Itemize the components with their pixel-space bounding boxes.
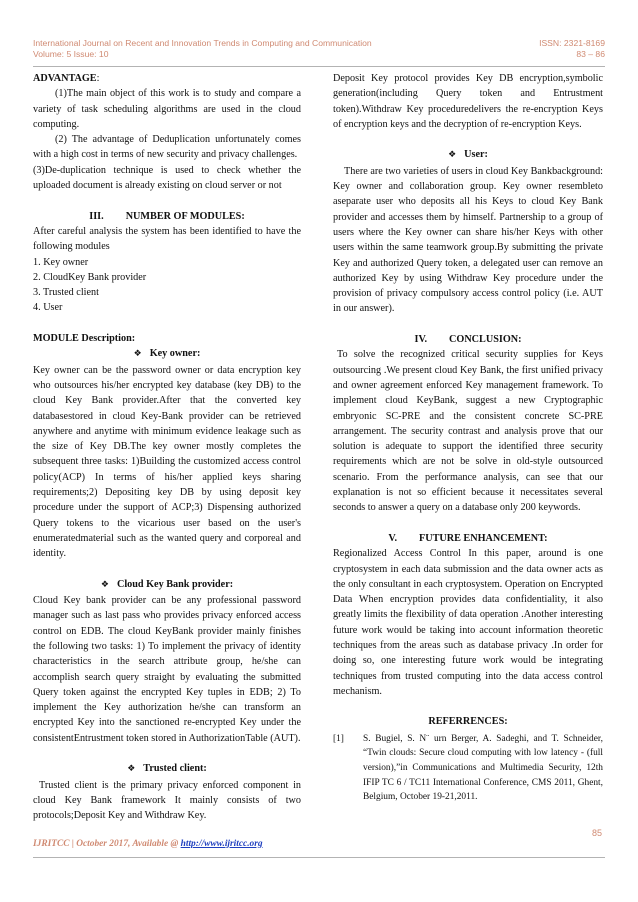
- section-3-heading: [33, 209, 301, 224]
- trusted-client-title: Trusted client:: [143, 763, 207, 775]
- reference-text: S. Bugiel, S. N¨ urn Berger, A. Sadeghi, and T. Schneider, “Twin clouds: Secure cloud computing with low latency - (full version),”in Communications and Multimedia Security, 12th IFIP TC 6 / TC11 International Conference, CMS 2011, Ghent, Belgium, October 19-21,2011.: [363, 733, 603, 803]
- journal-title: International Journal on Recent and Innovation Trends in Computing and Communication: [33, 38, 372, 48]
- trusted-client-heading: [33, 761, 301, 777]
- advantage-heading: [33, 71, 301, 86]
- future-text: Regionalized Access Control In this paper, around is one cryptosystem in each data submission and the data owner acts as the only consultant in each cryptosystem. Operation on Encrypted Data When encryption provides data confidentiality, it also greatly limits the flexibility of data operation .Another interesting future work would be taking into account information theoretic techniques from the areas such as database privacy .In order for doing so, one interesting future work would be integrating techniques from trusted computing into the data access control mechanism.: [333, 548, 603, 697]
- section-3-title: NUMBER OF MODULES:: [125, 210, 245, 222]
- section-4-number: IV.: [414, 334, 428, 346]
- footer-divider: [33, 857, 605, 858]
- advantage-label: ADVANTAGE: [33, 73, 97, 84]
- deposit-key-text: Deposit Key protocol provides Key DB encryption,symbolic generation(including Query token and Entrustment token).Withdraw Key proceduredelivers the re-encryption Keys of encryption keys and the decryption of re-encryption Keys.: [333, 73, 603, 130]
- diamond-bullet-icon: ❖: [100, 579, 109, 590]
- diamond-bullet-icon: ❖: [448, 150, 457, 161]
- reference-number: [1]: [333, 733, 344, 744]
- page-range: 83 – 86: [576, 49, 605, 59]
- trusted-client-text: Trusted client is the primary privacy enforced component in cloud Key Bank framework It mainly consists of two protocols;Deposit Key and Withdraw Key.: [33, 779, 301, 822]
- user-text: There are two varieties of users in cloud Key Bankbackground: Key owner and collaboration group. Key owner resembleto aseparate user who deposits all his Keys to cloud Key Bank provider and accesses them by himself. Partnership to a group of users where the Key owner can share his/her Keys with other users within the same teamwork group.By submitting the private Key and authorized Query token, a delegated user can remove an authorized Key by using Withdraw Key procedure under the provision of privacy compulsory access control policy (i.e. AUT in our answer).: [333, 165, 603, 315]
- page-number: 85: [591, 828, 602, 838]
- section-4-title: CONCLUSION:: [449, 334, 522, 346]
- module-item: 3. Trusted client: [33, 287, 99, 299]
- volume-issue: Volume: 5 Issue: 10: [33, 49, 109, 59]
- user-title: User:: [464, 149, 488, 161]
- modules-intro: After careful analysis the system has been identified to have the following modules: [33, 225, 301, 253]
- key-owner-text: Key owner can be the password owner or data encryption key who outsources his/her encrypted key database (key DB) to the cloud Key Bank provider.After that the converted key databasestored in cloud Key-Bank provider can be retrieved anywhere and anytime with minimum evidence leakage such as the size of Key DB.The key owner mostly completes the subsequent three tasks: 1)Building the customized access control policy(ACP) In terms of his/her applied keys sharing requirements;2) Depositing key DB by using deposit key procedure under the support of ACP;3) Dispensing authorized Query tokens to the vicarious user based on the user's enumeratedmaterial such as the wanted query and corporeal and identity.: [33, 364, 301, 560]
- key-owner-title: Key owner:: [149, 348, 201, 360]
- section-5-heading: [333, 531, 603, 546]
- reference-item: [333, 732, 603, 805]
- header-divider: [33, 66, 605, 67]
- diamond-bullet-icon: ❖: [133, 349, 142, 360]
- section-3-number: III.: [89, 210, 104, 222]
- module-item: 1. Key owner: [33, 256, 89, 268]
- right-column: [333, 71, 603, 805]
- issn: ISSN: 2321-8169: [539, 38, 605, 48]
- advantage-3: (3)De-duplication technique is used to check whether the uploaded document is already existing on cloud server or not: [33, 164, 301, 192]
- section-5-number: V.: [388, 532, 397, 544]
- advantage-1: (1)The main object of this work is to study and compare a variety of task scheduling algorithms are used in the cloud computing.: [33, 88, 301, 130]
- key-owner-heading: [33, 346, 301, 362]
- conclusion-text: To solve the recognized critical security supplies for Keys outsourcing .We present cloud Key Bank, the first unified privacy and owner agreement enforced Key management framework. To implement cloud KeyBank, suggest a new Cryptographic embryonic SC-PRE and the consistent concrete SC-PRE arrangement. The security contrast and analysis prove that our solution is adequate to support the identified three security requirements which are not be solve in old-style outsourced scenario. From the performance analysis, can see that our explanation is not so efficient because it necessitates several seconds to answer a query on a database only 200 keywords.: [333, 349, 603, 514]
- left-column: [33, 71, 301, 824]
- module-item: 2. CloudKey Bank provider: [33, 271, 147, 283]
- references-heading: REFERRENCES:: [428, 716, 508, 728]
- user-heading: [333, 147, 603, 163]
- advantage-colon: :: [96, 73, 100, 84]
- cloud-key-bank-title: Cloud Key Bank provider:: [116, 578, 234, 590]
- page-header: [33, 38, 605, 60]
- module-description-heading: MODULE Description:: [33, 333, 136, 345]
- cloud-key-bank-text: Cloud Key bank provider can be any professional password manager such as last pass who provides privacy enforced access control on EDB. The cloud KeyBank provider mainly finishes the following two tasks: 1) To implement the privacy of identity characteristics in the search attribute group, he/she can accomplish search query straight by evaluating the submitted Query token against the encrypted Key tuples in EDB; 2) To implement the Key authorization he/she can transform an encrypted Key into the sanctioned re-encrypted Key under the consistentEntrustment token stored in AuthorizationTable (AUT).: [33, 595, 301, 744]
- footer-text: IJRITCC | October 2017, Available @: [33, 839, 181, 849]
- diamond-bullet-icon: ❖: [127, 764, 136, 775]
- journal-link[interactable]: http://www.ijritcc.org: [180, 839, 263, 849]
- section-5-title: FUTURE ENHANCEMENT:: [419, 532, 548, 544]
- module-item: 4. User: [33, 302, 63, 314]
- page-footer: [33, 839, 263, 849]
- section-4-heading: [333, 332, 603, 347]
- advantage-2: (2) The advantage of Deduplication unfortunately comes with a high cost in terms of new security and privacy challenges.: [33, 134, 301, 161]
- cloud-key-bank-heading: [33, 577, 301, 593]
